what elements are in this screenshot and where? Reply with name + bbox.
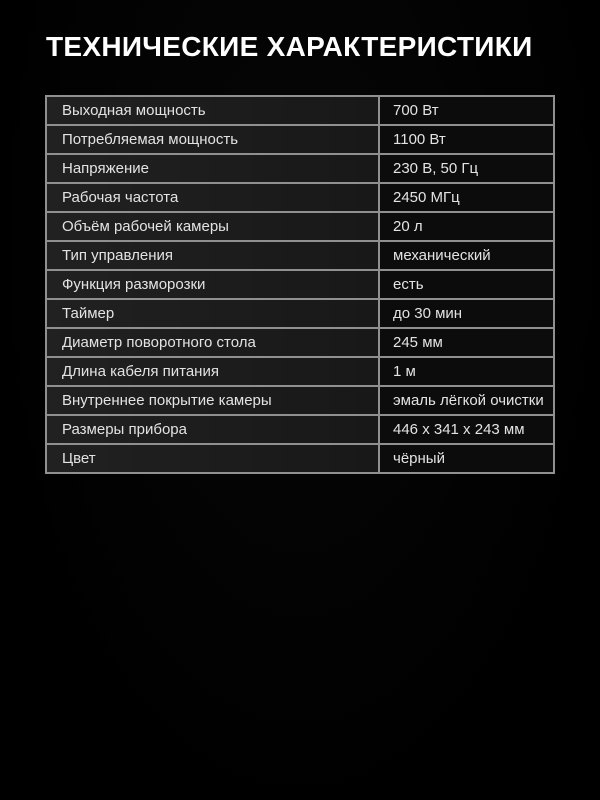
spec-label: Длина кабеля питания [46,357,379,386]
spec-row [46,444,554,473]
spec-row [46,96,554,125]
spec-row [46,241,554,270]
spec-value: 2450 МГц [379,183,554,212]
spec-value: механический [379,241,554,270]
spec-row [46,299,554,328]
spec-label: Размеры прибора [46,415,379,444]
spec-value: до 30 мин [379,299,554,328]
spec-row [46,125,554,154]
spec-label: Объём рабочей камеры [46,212,379,241]
spec-row [46,357,554,386]
spec-value: 230 В, 50 Гц [379,154,554,183]
spec-label: Цвет [46,444,379,473]
spec-value: 446 x 341 x 243 мм [379,415,554,444]
spec-value: чёрный [379,444,554,473]
spec-value: 1 м [379,357,554,386]
spec-row [46,386,554,415]
page-title: ТЕХНИЧЕСКИЕ ХАРАКТЕРИСТИКИ [46,31,533,62]
spec-value: 700 Вт [379,96,554,125]
spec-value: есть [379,270,554,299]
spec-row [46,154,554,183]
spec-value: 245 мм [379,328,554,357]
spec-row [46,328,554,357]
spec-label: Потребляемая мощность [46,125,379,154]
spec-value: 20 л [379,212,554,241]
spec-row [46,270,554,299]
spec-label: Рабочая частота [46,183,379,212]
spec-label: Диаметр поворотного стола [46,328,379,357]
spec-label: Функция разморозки [46,270,379,299]
spec-row [46,415,554,444]
spec-label: Выходная мощность [46,96,379,125]
spec-label: Внутреннее покрытие камеры [46,386,379,415]
spec-row [46,183,554,212]
spec-value: эмаль лёгкой очистки [379,386,554,415]
specs-table [45,95,555,474]
spec-label: Таймер [46,299,379,328]
spec-label: Тип управления [46,241,379,270]
spec-row [46,212,554,241]
spec-value: 1100 Вт [379,125,554,154]
specs-table-body [46,96,554,473]
spec-label: Напряжение [46,154,379,183]
